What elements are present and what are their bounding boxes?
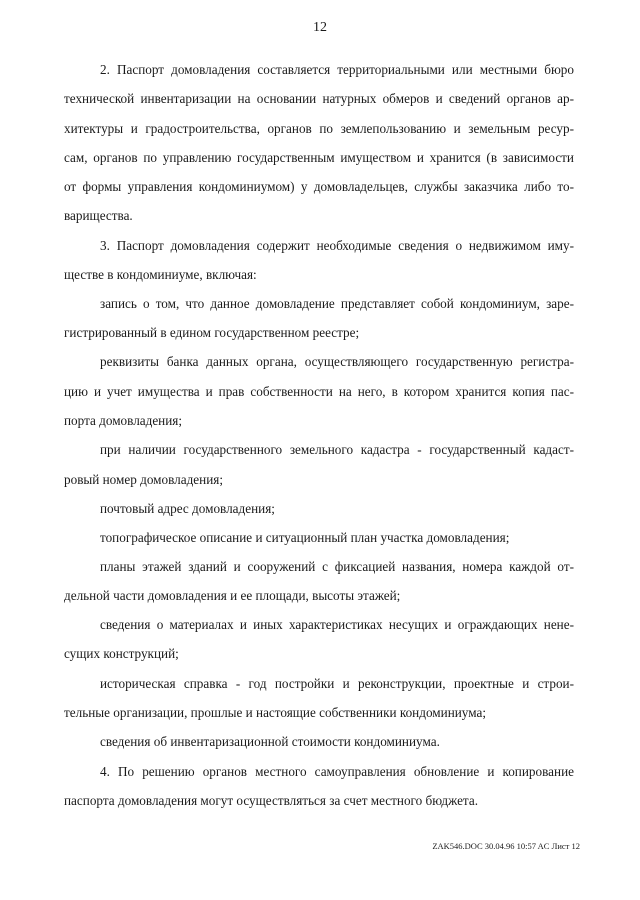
paragraph-3-line-2: ществе в кондоминиуме, включая: (64, 267, 257, 282)
item-inventory-value: сведения об инвентаризационной стоимости кондоминиума. (100, 734, 440, 749)
item-materials-line-2: сущих конструкций; (64, 646, 179, 661)
item-databank-line-2: цию и учет имущества и прав собственности на него, в котором хранится копия пас- (64, 384, 574, 399)
item-registry-line-2: гистрированный в едином государственном реестре; (64, 325, 360, 340)
paragraph-2-line-2: технической инвентаризации на основании натурных обмеров и сведений органов ар- (64, 91, 574, 106)
paragraph-4-line-1: 4. По решению органов местного самоуправления обновление и копирование (100, 764, 574, 779)
item-materials-line-1: сведения о материалах и иных характеристиках несущих и ограждающих нене- (100, 617, 574, 632)
item-databank-line-1: реквизиты банка данных органа, осуществляющего государственную регистра- (100, 354, 574, 369)
item-topographic: топографическое описание и ситуационный план участка домовладения; (100, 530, 510, 545)
paragraph-3-line-1: 3. Паспорт домовладения содержит необходимые сведения о недвижимом иму- (100, 238, 574, 253)
item-databank-line-3: порта домовладения; (64, 413, 183, 428)
paragraph-2-line-3: хитектуры и градостроительства, органов по землепользованию и земельным ресур- (64, 121, 574, 136)
item-floor-plans-line-1: планы этажей зданий и сооружений с фиксацией названия, номера каждой от- (100, 559, 574, 574)
item-history-line-1: историческая справка - год постройки и реконструкции, проектные и строи- (100, 676, 574, 691)
item-history-line-2: тельные организации, прошлые и настоящие собственники кондоминиума; (64, 705, 486, 720)
document-footer: ZAK546.DOC 30.04.96 10:57 AC Лист 12 (432, 841, 580, 851)
paragraph-2-line-4: сам, органов по управлению государственным имуществом и хранится (в зависимости (64, 150, 574, 165)
item-floor-plans-line-2: дельной части домовладения и ее площади, высоты этажей; (64, 588, 401, 603)
item-cadastre-line-2: ровый номер домовладения; (64, 472, 224, 487)
page-number: 12 (313, 20, 327, 35)
paragraph-2-line-5: от формы управления кондоминиумом) у домовладельцев, службы заказчика либо то- (64, 179, 574, 194)
item-postal-address: почтовый адрес домовладения; (100, 501, 275, 516)
paragraph-2-line-6: варищества. (64, 208, 133, 223)
item-cadastre-line-1: при наличии государственного земельного кадастра - государственный кадаст- (100, 442, 574, 457)
paragraph-4-line-2: паспорта домовладения могут осуществляться за счет местного бюджета. (64, 793, 478, 808)
item-registry-line-1: запись о том, что данное домовладение представляет собой кондоминиум, заре- (100, 296, 574, 311)
paragraph-2-line-1: 2. Паспорт домовладения составляется территориальными или местными бюро (100, 62, 574, 77)
